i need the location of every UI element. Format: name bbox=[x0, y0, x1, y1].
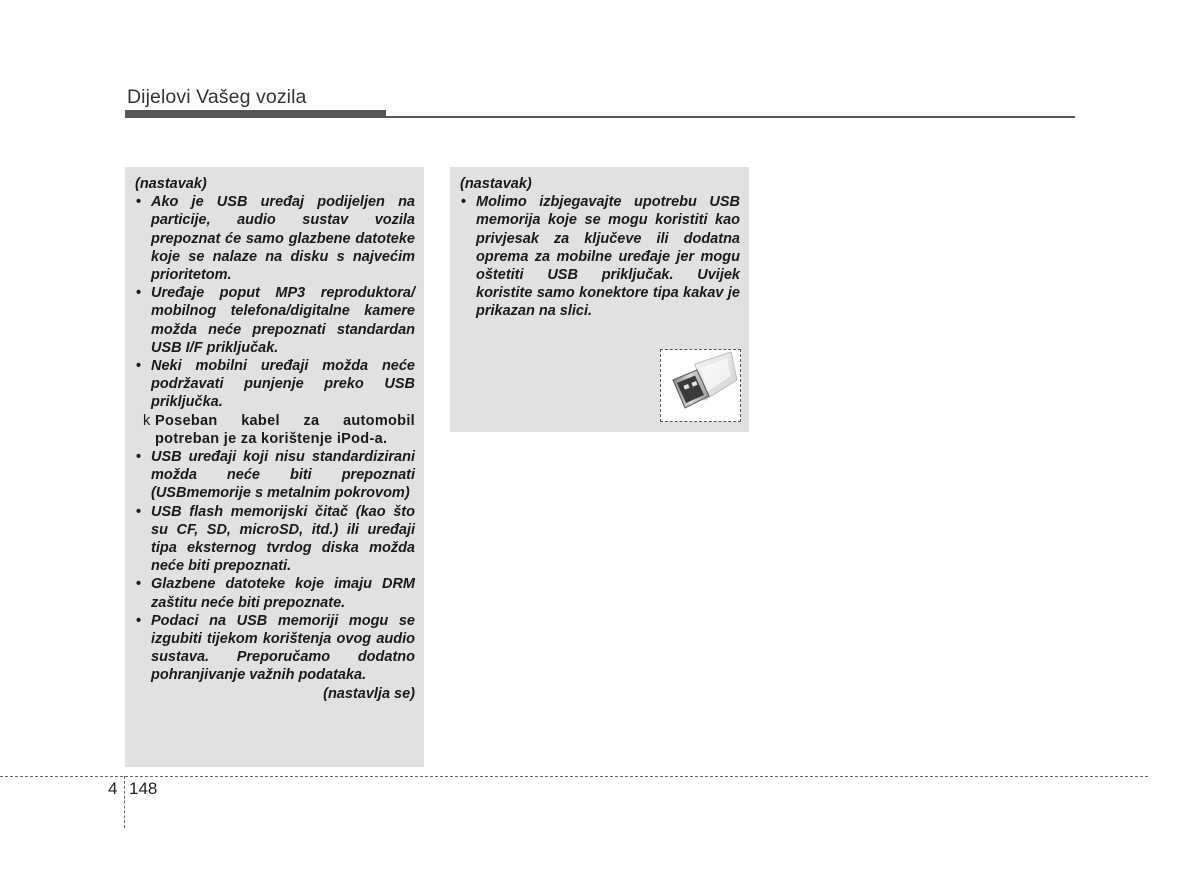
list-item bbox=[135, 193, 415, 284]
list-item bbox=[135, 503, 415, 576]
list-item bbox=[135, 448, 415, 503]
list-item bbox=[460, 193, 740, 320]
page-number: 148 bbox=[129, 779, 158, 798]
list-item-text: Neki mobilni uređaji možda neće podržavati punjenje preko USB priključka. bbox=[151, 358, 415, 411]
bullet-icon: • bbox=[136, 449, 142, 466]
list-item bbox=[135, 612, 415, 685]
left-bullet-list bbox=[135, 193, 415, 684]
bullet-icon: • bbox=[136, 285, 142, 302]
list-item bbox=[135, 575, 415, 611]
list-item-text: USB uređaji koji nisu standardizirani možda neće biti prepoznati (USBmemorije s metalnim pokrovom) bbox=[151, 449, 415, 502]
footer-rule bbox=[0, 776, 1148, 777]
header-rule-accent bbox=[125, 110, 386, 117]
continued-label: (nastavak) bbox=[460, 176, 532, 192]
left-note-panel bbox=[125, 167, 424, 767]
bullet-icon: • bbox=[136, 503, 142, 520]
usb-connector-figure bbox=[660, 349, 741, 422]
right-bullet-list bbox=[460, 193, 740, 320]
list-item-text: Glazbene datoteke koje imaju DRM zaštitu neće biti prepoznate. bbox=[151, 576, 415, 611]
footer-divider bbox=[124, 776, 125, 828]
list-item-text: Uređaje poput MP3 reproduktora/ mobilnog telefona/digitalne kamere možda neće prepoznati standardan USB I/F priključak. bbox=[151, 285, 415, 356]
bullet-icon: • bbox=[136, 612, 142, 629]
bullet-icon: • bbox=[461, 194, 467, 211]
list-item bbox=[135, 357, 415, 412]
bullet-icon: • bbox=[136, 358, 142, 375]
bullet-icon: • bbox=[136, 576, 142, 593]
list-item-text: Podaci na USB memoriji mogu se izgubiti tijekom korištenja ovog audio sustava. Preporučamo dodatno pohranjivanje važnih podataka. bbox=[151, 612, 415, 684]
k-marker: k bbox=[143, 412, 151, 429]
page-header-title: Dijelovi Vašeg vozila bbox=[127, 86, 307, 108]
continues-label: (nastavlja se) bbox=[323, 685, 415, 702]
list-item-text: USB flash memorijski čitač (kao što su CF, SD, microSD, itd.) ili uređaji tipa eksternog tvrdog diska možda neće biti prepoznati. bbox=[151, 503, 415, 575]
list-item-text: Poseban kabel za automobil potreban je za korištenje iPod-a. bbox=[155, 412, 415, 447]
list-item-text: Ako je USB uređaj podijeljen na particije, audio sustav vozila prepoznat će samo glazbene datoteke koje se nalaze na disku s najvećim prioritetom. bbox=[151, 194, 415, 284]
list-item bbox=[135, 412, 415, 448]
chapter-number: 4 bbox=[108, 779, 118, 798]
usb-connector-icon bbox=[661, 350, 740, 421]
list-item bbox=[135, 284, 415, 357]
continued-label: (nastavak) bbox=[135, 176, 207, 192]
bullet-icon: • bbox=[136, 194, 142, 211]
list-item-text: Molimo izbjegavajte upotrebu USB memorija koje se mogu koristiti kao privjesak za ključeve ili dodatna oprema za mobilne uređaje jer mogu oštetiti USB priključak. Uvijek koristite samo konektore tipa kakav je prikazan na slici. bbox=[476, 194, 740, 320]
